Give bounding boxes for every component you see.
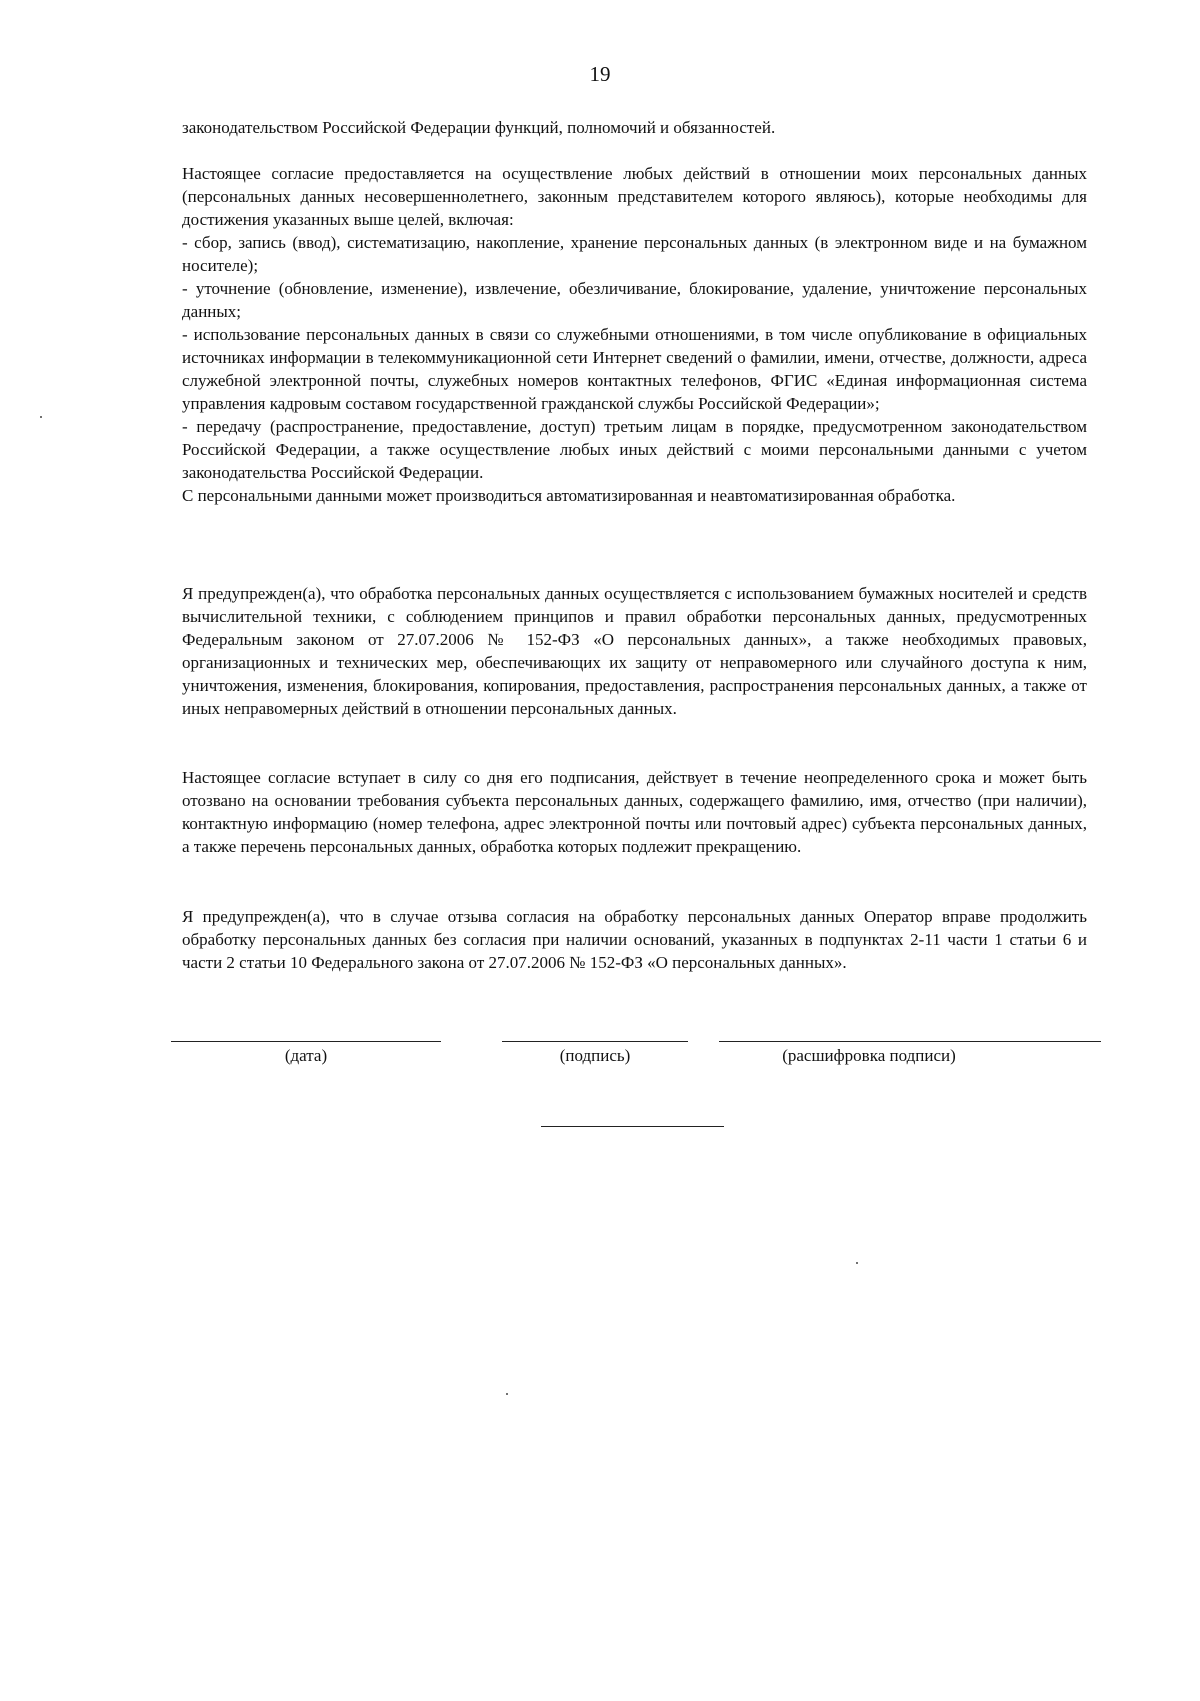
signature-label: (подпись) bbox=[559, 1046, 631, 1065]
date-signature-line bbox=[171, 1041, 441, 1042]
intro-paragraph bbox=[182, 116, 1087, 139]
consent-item-transfer: - передачу (распространение, предоставление, доступ) третьим лицам в порядке, предусмотренном законодательством Российской Федерации, а также осуществление любых иных действий с моими персональными данными с учетом законодательства Российской Федерации. bbox=[182, 417, 1087, 482]
signature-decode-line bbox=[719, 1041, 1101, 1042]
consent-item-update: - уточнение (обновление, изменение), извлечение, обезличивание, блокирование, удаление, уничтожение персональных данных; bbox=[182, 279, 1087, 321]
processing-warning-paragraph bbox=[182, 582, 1087, 720]
intro-text: законодательством Российской Федерации функций, полномочий и обязанностей. bbox=[182, 118, 776, 137]
scan-speck bbox=[506, 1393, 508, 1395]
signature-line bbox=[502, 1041, 688, 1042]
validity-paragraph bbox=[182, 766, 1087, 858]
consent-section bbox=[182, 162, 1087, 507]
processing-warning-text: Я предупрежден(а), что обработка персональных данных осуществляется с использованием бумажных носителей и средств вычислительной техники, с соблюдением принципов и правил обработки персональных данных, предусмотренных Федеральным законом от 27.07.2006 № 152-ФЗ «О персональных данных», а также необходимых правовых, организационных и технических мер, обеспечивающих их защиту от неправомерного или случайного доступа к ним, уничтожения, изменения, блокирования, копирования, предоставления, распространения персональных данных, а также от иных неправомерных действий в отношении персональных данных. bbox=[182, 584, 1087, 718]
revocation-warning-paragraph bbox=[182, 905, 1087, 974]
scan-speck bbox=[40, 416, 42, 418]
consent-closing: С персональными данными может производиться автоматизированная и неавтоматизированная обработка. bbox=[182, 486, 956, 505]
date-label: (дата) bbox=[284, 1046, 328, 1065]
consent-item-collection: - сбор, запись (ввод), систематизацию, накопление, хранение персональных данных (в электронном виде и на бумажном носителе); bbox=[182, 233, 1087, 275]
revocation-warning-text: Я предупрежден(а), что в случае отзыва согласия на обработку персональных данных Оператор вправе продолжить обработку персональных данных без согласия при наличии оснований, указанных в подпунктах 2-11 части 1 статьи 6 и части 2 статьи 10 Федерального закона от 27.07.2006 № 152-ФЗ «О персональных данных». bbox=[182, 907, 1087, 972]
consent-lead: Настоящее согласие предоставляется на осуществление любых действий в отношении моих персональных данных (персональных данных несовершеннолетнего, законным представителем которого являюсь), которые необходимы для достижения указанных выше целей, включая: bbox=[182, 164, 1087, 229]
consent-item-usage: - использование персональных данных в связи со служебными отношениями, в том числе опубликование в официальных источниках информации в телекоммуникационной сети Интернет сведений о фамилии, имени, отчестве, должности, адреса служебной электронной почты, служебных номеров контактных телефонов, ФГИС «Единая информационная система управления кадровым составом государственной гражданской службы Российской Федерации»; bbox=[182, 325, 1087, 413]
footer-divider bbox=[541, 1126, 724, 1127]
signature-decode-label: (расшифровка подписи) bbox=[782, 1046, 956, 1065]
validity-text: Настоящее согласие вступает в силу со дня его подписания, действует в течение неопределенного срока и может быть отозвано на основании требования субъекта персональных данных, содержащего фамилию, имя, отчество (при наличии), контактную информацию (номер телефона, адрес электронной почты или почтовый адрес) субъекта персональных данных, а также перечень персональных данных, обработка которых подлежит прекращению. bbox=[182, 768, 1087, 856]
page-number: 19 bbox=[589, 62, 611, 86]
scan-speck bbox=[856, 1262, 858, 1264]
